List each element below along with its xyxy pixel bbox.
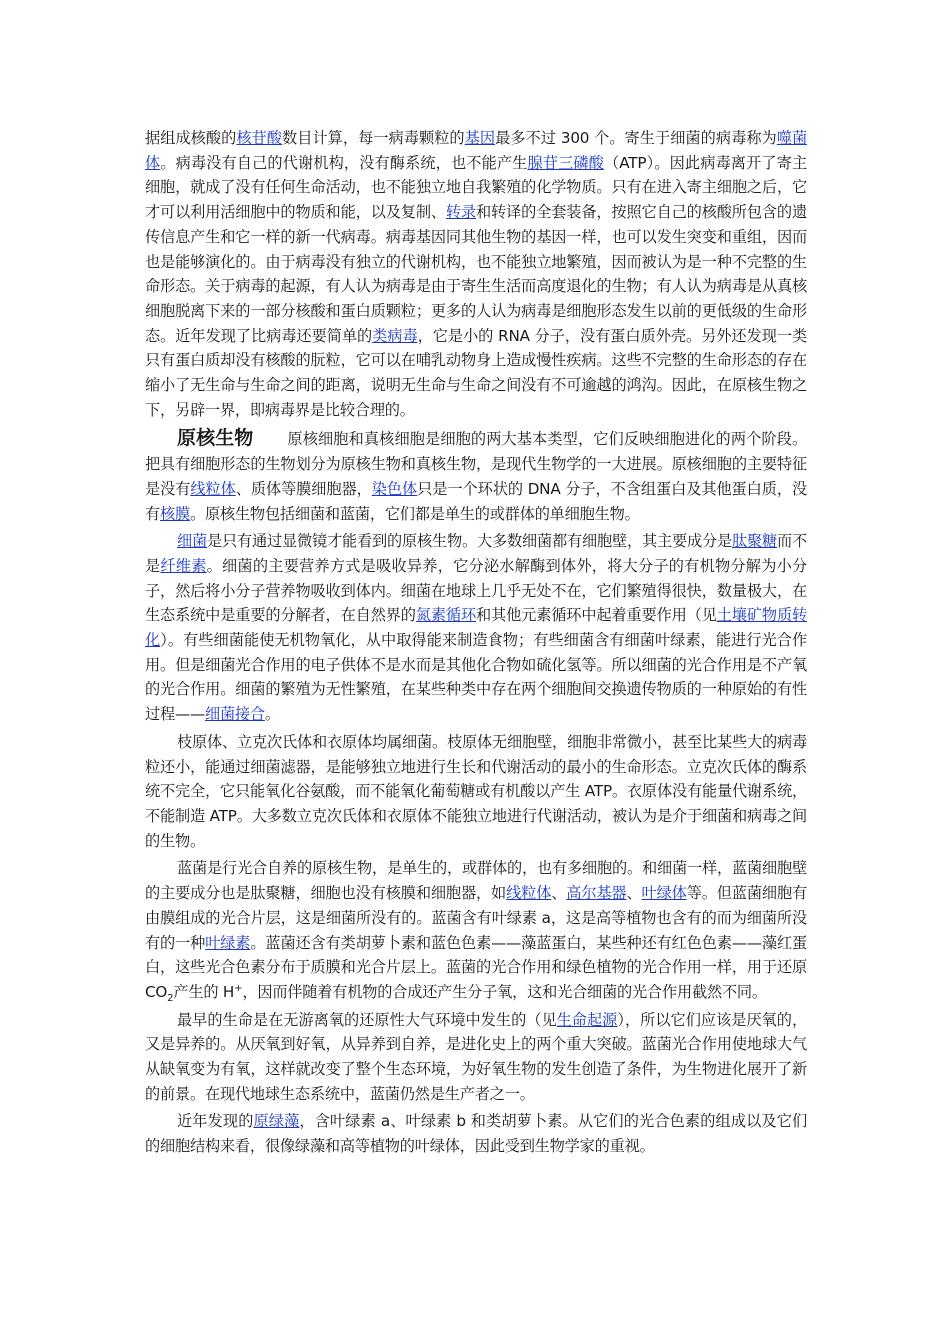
- text: 。: [264, 705, 280, 724]
- text: ，它是小的 RNA 分子，没有蛋白质外壳。另外还发现一类只有蛋白质却没有核酸的朊粒，它可以在哺乳动物身上造成慢性疾病。这些不完整的生命形态的存在缩小了无生命与生命之间的距离，说明无生命与生命之间没有不可逾越的鸿沟。因此，在原核生物之下，另辟一界，即病毒界是比较合理的。: [145, 326, 807, 419]
- link-bacteria[interactable]: 细菌: [177, 532, 207, 551]
- text: 、: [551, 884, 567, 903]
- link-peptidoglycan[interactable]: 肽聚糖: [731, 532, 777, 551]
- text: 。病毒没有自己的代谢机构，没有酶系统，也不能产生: [160, 153, 528, 172]
- text: ）。有些细菌能使无机物氧化，从中取得能来制造食物；有些细菌含有细菌叶绿素，能进行光合作用。但是细菌光合作用的电子供体不是水而是其他化合物如硫化氢等。所以细菌的光合作用是不产氧的光合作用。细菌的繁殖为无性繁殖，在某些种类中存在两个细胞间交换遗传物质的一种原始的有性过程——: [145, 631, 807, 724]
- link-chloroplast[interactable]: 叶绿体: [641, 884, 687, 903]
- link-mitochondria[interactable]: 线粒体: [190, 479, 236, 498]
- link-transcription[interactable]: 转录: [445, 203, 477, 222]
- text: ，含叶绿素 a、叶绿素 b 和类胡萝卜素。从它们的光合色素的组成以及它们的细胞结构来看，很像绿藻和高等植物的叶绿体，因此受到生物学家的重视。: [145, 1112, 807, 1156]
- text: 、: [626, 884, 642, 903]
- link-mitochondria-2[interactable]: 线粒体: [506, 884, 552, 903]
- paragraph-bacteria: [145, 529, 807, 727]
- link-viroid[interactable]: 类病毒: [372, 326, 418, 345]
- link-nucleotide[interactable]: 核苷酸: [236, 129, 282, 147]
- link-chromosome[interactable]: 染色体: [371, 479, 418, 498]
- text: 原核细胞和真核细胞是细胞的两大基本类型，它们反映细胞进化的两个阶段。把具有细胞形态的生物划分为原核生物和真核生物，是现代生物学的一大进展。原核细胞的主要特征是没有: [145, 430, 808, 498]
- text: 和转译的全套装备，按照它自己的核酸所包含的遗传信息产生和它一样的新一代病毒。病毒基因同其他生物的基因一样，也可以发生突变和重组，因而也是能够演化的。由于病毒没有独立的代谢机构，也不能独立地繁殖，因而被认为是一种不完整的生命形态。关于病毒的起源，有人认为病毒是由于寄生生活而高度退化的生物；有人认为病毒是从真核细胞脱离下来的一部分核酸和蛋白质颗粒；更多的人认为病毒是细胞形态发生以前的更低级的生命形态。近年发现了比病毒还要简单的: [145, 203, 807, 345]
- paragraph-cyanobacteria: [145, 856, 807, 1004]
- superscript: +: [234, 982, 243, 994]
- text: 。原核生物包括细菌和蓝菌，它们都是单生的或群体的单细胞生物。: [189, 504, 640, 523]
- subscript: 2: [167, 992, 174, 1004]
- paragraph-origin: [145, 1008, 807, 1107]
- paragraph-prochloron: [145, 1109, 807, 1158]
- text: 近年发现的: [177, 1112, 254, 1131]
- text: 而不是: [145, 532, 807, 575]
- text: 数目计算，每一病毒颗粒的: [282, 129, 465, 147]
- link-origin-of-life[interactable]: 生命起源: [556, 1010, 618, 1029]
- paragraph-prokaryote: [145, 426, 807, 526]
- text: ），所以它们应该是厌氧的，又是异养的。从厌氧到好氧，从异养到自养，是进化史上的两个重大突破。蓝菌光合作用使地球大气从缺氧变为有氧，这样就改变了整个生态环境，为好氧生物的发生创造了条件，为生物进化展开了新的前景。在现代地球生态系统中，蓝菌仍然是生产者之一。: [145, 1010, 807, 1103]
- link-nuclear-membrane[interactable]: 核膜: [160, 504, 190, 523]
- link-atp[interactable]: 腺苷三磷酸: [527, 153, 604, 172]
- text: 据组成核酸的: [145, 129, 237, 147]
- text: 等。但蓝菌细胞有由膜组成的光合片层，这是细菌所没有的。蓝菌含有叶绿素 a，这是高等植物也含有的而为细菌所没有的一种: [145, 884, 807, 952]
- text: 。细菌的主要营养方式是吸收异养，它分泌水解酶到体外，将大分子的有机物分解为小分子，然后将小分子营养物吸收到体内。细菌在地球上几乎无处不在，它们繁殖得很快，数量极大，在生态系统中是重要的分解者，在自然界的: [145, 556, 807, 625]
- text: 是只有通过显微镜才能看到的原核生物。大多数细菌都有细胞壁，其主要成分是: [207, 532, 732, 551]
- link-bacteriophage[interactable]: 噬菌体: [145, 129, 807, 172]
- text: ，因而伴随着有机物的合成还产生分子氧，这和光合细菌的光合作用截然不同。: [242, 982, 767, 1001]
- text: 最多不过 300 个。寄生于细菌的病毒称为: [495, 129, 777, 147]
- section-title: 原核生物: [177, 427, 254, 450]
- text: 和其他元素循环中起着重要作用（见: [476, 606, 717, 625]
- document-page: [145, 126, 807, 1159]
- link-prochloron[interactable]: 原绿藻: [253, 1112, 300, 1131]
- text: 只是一个环状的 DNA 分子，不含组蛋白及其他蛋白质，没有: [145, 479, 808, 523]
- link-conjugation[interactable]: 细菌接合: [204, 705, 265, 724]
- text: 产生的 H: [173, 982, 235, 1001]
- text: 蓝菌是行光合自养的原核生物，是单生的，或群体的，也有多细胞的。和细菌一样，蓝菌细胞壁的主要成分也是肽聚糖，细胞也没有核膜和细胞器，如: [145, 859, 807, 903]
- link-chlorophyll[interactable]: 叶绿素: [205, 933, 251, 952]
- link-soil-mineral[interactable]: 土壤矿物质转化: [145, 606, 807, 650]
- paragraph-virus: [145, 126, 807, 422]
- text: （ATP）。因此病毒离开了寄主细胞，就成了没有任何生命活动，也不能独立地自我繁殖的化学物质。只有在进入寄主细胞之后，它才可以利用活细胞中的物质和能，以及复制、: [145, 153, 807, 222]
- link-nitrogen-cycle[interactable]: 氮素循环: [415, 606, 477, 625]
- link-golgi[interactable]: 高尔基器: [566, 884, 627, 903]
- link-gene[interactable]: 基因: [464, 129, 496, 147]
- text: 、质体等膜细胞器，: [235, 479, 372, 498]
- paragraph-mycoplasma: 枝原体、立克次氏体和衣原体均属细菌。枝原体无细胞壁，细胞非常微小，甚至比某些大的病毒粒还小，能通过细菌滤器，是能够独立地进行生长和代谢活动的最小的生命形态。立克次氏体的酶系统不完全，它只能氧化谷氨酸，而不能氧化葡萄糖或有机酸以产生 ATP。衣原体没有能量代谢系统，不能制造 ATP。大多数立克次氏体和衣原体不能独立地进行代谢活动，被认为是介于细菌和病毒之间的生物。: [145, 732, 807, 850]
- link-cellulose[interactable]: 纤维素: [160, 556, 207, 575]
- text: 。蓝菌还含有类胡萝卜素和蓝色色素——藻蓝蛋白，某些种还有红色色素——藻红蛋白，这些光合色素分布于质膜和光合片层上。蓝菌的光合作用和绿色植物的光合作用一样，用于还原 CO: [145, 933, 807, 1001]
- text: 最早的生命是在无游离氧的还原性大气环境中发生的（见: [177, 1010, 557, 1029]
